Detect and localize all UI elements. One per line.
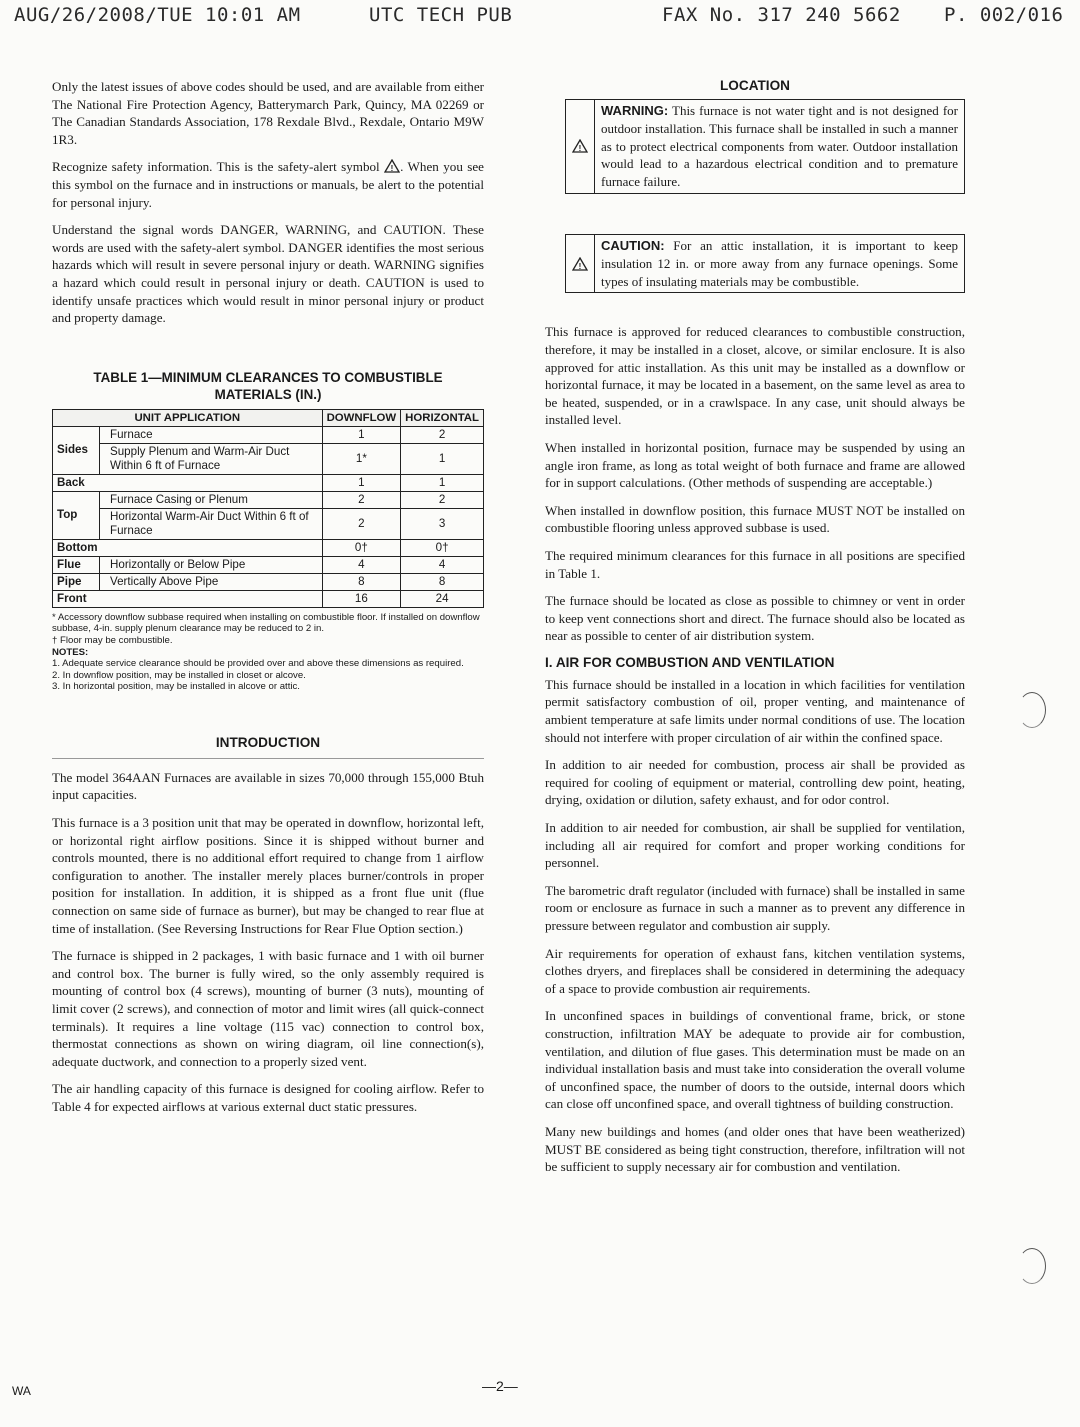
warning-label: WARNING: bbox=[601, 103, 669, 118]
fax-number: FAX No. 317 240 5662 bbox=[662, 4, 901, 26]
warning-body: This furnace is not water tight and is not designed for outdoor installation. This furnace shall be installed in such a manner as to protect electrical components from water. Outdoor installation would lead to a hazardous electrical condition and to premature furnace failure. bbox=[601, 103, 959, 190]
punch-hole bbox=[1018, 1248, 1046, 1284]
caution-label: CAUTION: bbox=[601, 237, 665, 253]
location-paragraph-3: When installed in downflow position, this furnace MUST NOT be installed on combustible flooring unless approved subbase is used. bbox=[545, 502, 965, 536]
row-group-pipe: Pipe bbox=[53, 573, 100, 590]
cell-horizontal: 1 bbox=[401, 474, 484, 491]
svg-text:!: ! bbox=[578, 261, 582, 271]
warning-box bbox=[565, 99, 965, 194]
location-paragraph-5: The furnace should be located as close as possible to chimney or vent in order to keep vent connections short and direct. The furnace should also be located as near as possible to center of air distribution system. bbox=[545, 593, 965, 644]
cell-downflow: 2 bbox=[322, 491, 401, 508]
left-column bbox=[52, 78, 484, 1126]
right-column bbox=[545, 78, 965, 1186]
air-paragraph-3: In addition to air needed for combustion, air shall be supplied for ventilation, including all air required for comfort and proper working conditions for personnel. bbox=[545, 820, 965, 871]
codes-paragraph: Only the latest issues of above codes should be used, and are available from either The National Fire Protection Agency, Batterymarch Park, Quincy, MA 02269 or The Canadian Standards Association, 178 Rexdale Blvd., Rexdale, Ontario M9W 1R3. bbox=[52, 79, 484, 147]
introduction-heading: INTRODUCTION bbox=[215, 734, 321, 750]
page-number: —2— bbox=[482, 1378, 518, 1394]
row-group-top: Top bbox=[53, 491, 100, 539]
cell-downflow: 1 bbox=[322, 474, 401, 491]
location-paragraph-4: The required minimum clearances for this furnace in all positions are specified in Table 1. bbox=[545, 547, 965, 581]
air-paragraph-6: In unconfined spaces in buildings of conventional frame, brick, or stone construction, infiltration MAY be adequate to provide air for combustion, ventilation, and dilution of flue gases. This determination must be made on an individual installation basis and must take into consideration the overall volume of unconfined space, the number of doors to the outside, internal doors which can close off unconfined space, and overall tightness of building construction. bbox=[545, 1008, 965, 1112]
caution-box bbox=[565, 234, 965, 293]
warning-triangle-icon bbox=[572, 257, 588, 271]
note-2: 2. In downflow position, may be installed in closet or alcove. bbox=[52, 669, 306, 681]
note-1: 1. Adequate service clearance should be provided over and above these dimensions as required. bbox=[52, 658, 464, 670]
table-title-line1: TABLE 1—MINIMUM CLEARANCES TO COMBUSTIBLE bbox=[93, 369, 443, 385]
safety-text-after: . When you see this symbol on the furnace and in instructions or manuals, be alert to the potential for personal injury. bbox=[52, 159, 484, 210]
air-paragraph-5: Air requirements for operation of exhaust fans, kitchen ventilation systems, clothes dryers, and fireplaces shall be considered in determining the adequacy of a space to provide combustion air requirements. bbox=[545, 945, 965, 996]
row-label: Horizontally or Below Pipe bbox=[100, 556, 323, 573]
row-group-flue: Flue bbox=[53, 556, 100, 573]
table-row bbox=[53, 539, 484, 556]
intro-paragraph-1: The model 364AAN Furnaces are available in sizes 70,000 through 155,000 Btuh input capacities. bbox=[52, 769, 484, 803]
table-row bbox=[53, 590, 484, 607]
fax-header bbox=[14, 4, 1066, 30]
intro-paragraph-2: This furnace is a 3 position unit that may be operated in downflow, horizontal left, or horizontal right airflow positions. Since it is shipped without burner and controls mounted, there is no additional effort required to change from 1 airflow configuration to another. The installer merely places burner/controls in proper position for installation. In addition, it is shipped as a front flue unit (flue connection on same side of furnace as burner), but may be changed to rear flue at time of installation. (See Reversing Instructions for Rear Flue Option section.) bbox=[52, 815, 484, 936]
col-downflow: DOWNFLOW bbox=[322, 409, 401, 426]
cell-horizontal: 2 bbox=[401, 491, 484, 508]
fax-sender: UTC TECH PUB bbox=[369, 4, 513, 26]
row-label: Supply Plenum and Warm-Air Duct Within 6 ft of Furnace bbox=[100, 443, 323, 474]
cell-horizontal: 24 bbox=[401, 590, 484, 607]
air-paragraph-1: This furnace should be installed in a location in which facilities for ventilation permit satisfactory combustion of oil, proper venting, and maintenance of ambient temperature at safe limits under normal conditions of use. The location should not interfere with proper circulation of air within the confined space. bbox=[545, 676, 965, 745]
location-paragraph-2: When installed in horizontal position, furnace may be suspended by using an angle iron frame, as long as total weight of both furnace and frame are allowed for in support calculations. (Other methods of suspending are acceptable.) bbox=[545, 439, 965, 491]
svg-text:!: ! bbox=[578, 144, 582, 154]
table-title-line2: MATERIALS (IN.) bbox=[214, 386, 322, 402]
warning-triangle-icon bbox=[572, 139, 588, 153]
row-label: Furnace bbox=[100, 426, 323, 443]
table-row bbox=[53, 556, 484, 573]
air-paragraph-7: Many new buildings and homes (and older ones that have been weatherized) MUST BE considered as being tight construction, therefore, infiltration will not be sufficient to supply necessary air for combustion and ventilation. bbox=[545, 1123, 965, 1175]
location-paragraph-1: This furnace is approved for reduced clearances to combustible construction, therefore, it may be installed in a closet, alcove, or similar enclosure. It is also approved for attic installation. As this unit may be installed as a downflow or horizontal furnace, it may be located in a basement, on the same level as area to be heated, suspended, or in a crawlspace. In any case, unit should always be installed level. bbox=[545, 324, 965, 428]
cell-downflow: 0† bbox=[322, 539, 401, 556]
col-unit-application: UNIT APPLICATION bbox=[53, 409, 323, 426]
caution-body: For an attic installation, it is important to keep insulation 12 in. or more away from any furnace openings. Some types of insulating materials may be combustible. bbox=[601, 237, 959, 289]
row-label: Horizontal Warm-Air Duct Within 6 ft of Furnace bbox=[100, 508, 323, 539]
table-row bbox=[53, 573, 484, 590]
table-notes bbox=[52, 612, 484, 693]
cell-horizontal: 8 bbox=[401, 573, 484, 590]
row-group-sides: Sides bbox=[53, 426, 100, 474]
cell-downflow: 8 bbox=[322, 573, 401, 590]
warning-triangle-icon bbox=[384, 159, 400, 173]
table-row bbox=[53, 443, 484, 474]
safety-symbol-paragraph bbox=[52, 158, 484, 211]
table-header-row bbox=[53, 409, 484, 426]
row-group-front: Front bbox=[53, 590, 323, 607]
air-combustion-heading: I. AIR FOR COMBUSTION AND VENTILATION bbox=[545, 654, 835, 670]
cell-horizontal: 1 bbox=[401, 443, 484, 474]
caution-text bbox=[595, 235, 964, 292]
warning-text bbox=[595, 100, 964, 193]
punch-hole bbox=[1018, 692, 1046, 728]
cell-horizontal: 2 bbox=[401, 426, 484, 443]
heading-rule bbox=[52, 758, 484, 759]
caution-icon-cell bbox=[566, 235, 595, 292]
row-group-bottom: Bottom bbox=[53, 539, 323, 556]
cell-downflow: 16 bbox=[322, 590, 401, 607]
table-row bbox=[53, 426, 484, 443]
notes-heading: NOTES: bbox=[52, 646, 89, 658]
cell-downflow: 4 bbox=[322, 556, 401, 573]
air-paragraph-2: In addition to air needed for combustion, process air shall be provided as required for cooling of equipment or material, controlling dew point, heating, drying, oxidation or dilution, safety exhaust, and for odor control. bbox=[545, 757, 965, 808]
row-label: Furnace Casing or Plenum bbox=[100, 491, 323, 508]
intro-paragraph-4: The air handling capacity of this furnace is designed for cooling airflow. Refer to Table 4 for expected airflows at various external duct static pressures. bbox=[52, 1081, 484, 1114]
intro-paragraph-3: The furnace is shipped in 2 packages, 1 with basic furnace and 1 with oil burner and control box. The burner is fully wired, so the only assembly required is mounting of control box (4 screws), mounting of burner (3 nuts), mounting of limit cover (2 screws), and connection of motor and limit wires (all quick-connect terminals). It requires a line voltage (115 vac) connection to control box, thermostat connections as shown on wiring diagram, oil line connection(s), adequate ductwork, and connection to a properly sized vent. bbox=[52, 948, 484, 1069]
cell-horizontal: 0† bbox=[401, 539, 484, 556]
location-heading: LOCATION bbox=[720, 78, 790, 93]
footer-code: WA bbox=[12, 1384, 31, 1398]
row-label: Vertically Above Pipe bbox=[100, 573, 323, 590]
cell-downflow: 1 bbox=[322, 426, 401, 443]
note-star: * Accessory downflow subbase required when installing on combustible floor. If installed on downflow subbase, 4-in. supply plenum clearance may be reduced to 2 in. bbox=[52, 611, 480, 635]
table-row bbox=[53, 491, 484, 508]
warning-icon-cell bbox=[566, 100, 595, 193]
cell-horizontal: 4 bbox=[401, 556, 484, 573]
cell-downflow: 1* bbox=[322, 443, 401, 474]
air-paragraph-4: The barometric draft regulator (included with furnace) shall be installed in same room or enclosure as furnace in such a manner as to prevent any difference in pressure between regulator and combustion air supply. bbox=[545, 882, 965, 933]
note-dagger: † Floor may be combustible. bbox=[52, 634, 173, 646]
svg-text:!: ! bbox=[390, 164, 394, 174]
cell-downflow: 2 bbox=[322, 508, 401, 539]
clearances-table bbox=[52, 409, 484, 608]
table-1-title bbox=[52, 369, 484, 403]
signal-words-paragraph: Understand the signal words DANGER, WARNING, and CAUTION. These words are used with the safety-alert symbol. DANGER identifies the most serious hazards which will result in severe personal injury or death. WARNING signifies a hazard which could result in personal injury or death. CAUTION is used to identify unsafe practices which would result in minor personal injury or product and property damage. bbox=[52, 222, 484, 326]
cell-horizontal: 3 bbox=[401, 508, 484, 539]
safety-text-before: Recognize safety information. This is the safety-alert symbol bbox=[52, 159, 380, 175]
col-horizontal: HORIZONTAL bbox=[401, 409, 484, 426]
fax-page: P. 002/016 bbox=[944, 4, 1064, 26]
table-row bbox=[53, 474, 484, 491]
note-3: 3. In horizontal position, may be installed in alcove or attic. bbox=[52, 681, 300, 693]
table-row bbox=[53, 508, 484, 539]
row-group-back: Back bbox=[53, 474, 323, 491]
fax-date-time: AUG/26/2008/TUE 10:01 AM bbox=[14, 4, 301, 26]
